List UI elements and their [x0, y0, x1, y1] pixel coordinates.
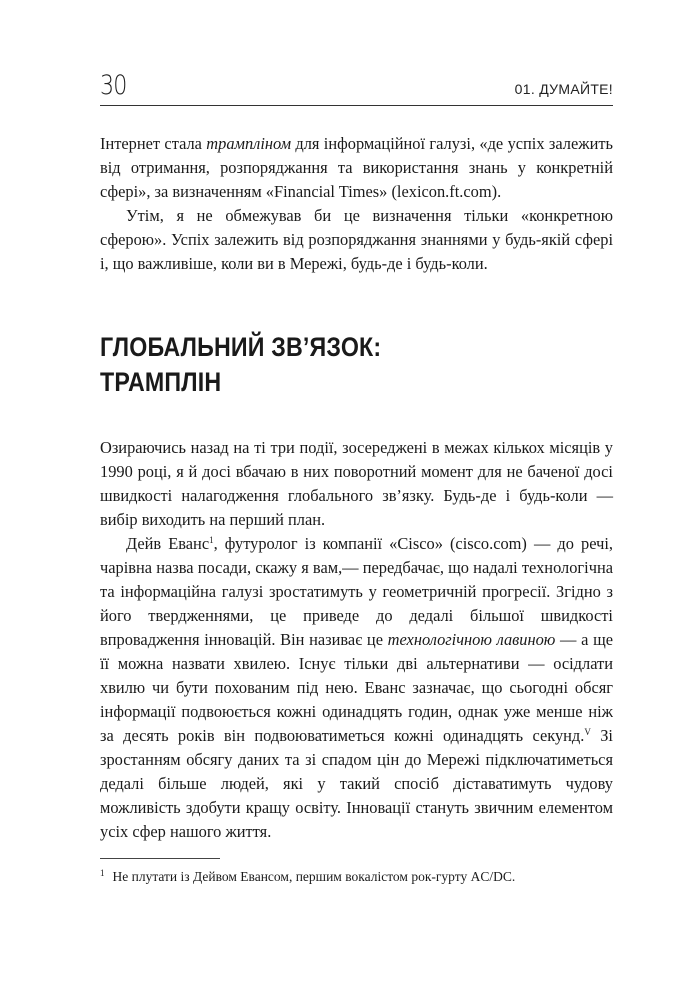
intro-p1-text-b: для інформаційної галузі, «де успіх залежить від отримання, розпоряджання та використання знань у конкретній сфері», за визначенням «Financial Times» (lexicon.ft.com). — [100, 134, 613, 201]
footnote-reference[interactable]: 1 — [209, 535, 214, 545]
intro-p1-emphasis: трампліном — [206, 134, 292, 153]
running-head: 01. ДУМАЙТЕ! — [514, 81, 613, 97]
page-header — [100, 70, 613, 106]
body-p2-emphasis: технологічною лавиною — [387, 630, 556, 649]
intro-paragraph-2: Утім, я не обмежував би це визначення тільки «конкретною сферою». Успіх залежить від розпоряджання знаннями у будь-якій сфері і, що важливіше, коли ви в Мережі, будь-де і будь-коли. — [100, 206, 613, 273]
intro-p1-text-a: Інтернет стала — [100, 134, 207, 153]
body-p2-text-d: Зі зростанням обсягу даних та зі спадом цін до Мережі підключатиметься дедалі більше людей, які у такий спосіб діставатимуть чудову можливість здобути кращу освіту. Інновації стануть звичним елементом усіх сфер нашого життя. — [100, 726, 613, 841]
body-p2-text-c: — а ще її можна назвати хвилею. Існує тільки дві альтернативи — осідлати хвилю чи бути похованим під нею. Еванс зазначає, що сьогодні обсяг інформації подвоюється кожні одинадцять годин, однак уже менше ніж за десять років він подвоюватиметься кожні одинадцять секунд. — [100, 630, 613, 745]
footnote-rule — [100, 858, 220, 859]
body-text — [100, 436, 613, 844]
page-number: 30 — [100, 70, 127, 101]
section-heading-line-2: ТРАМПЛІН — [100, 367, 222, 397]
body-p2-text-b: , футуролог із компанії «Cisco» (cisco.com) — до речі, чарівна назва посади, скажу я вам,— передбачає, що надалі технологічна та інформаційна галузі зростатимуть у геометричній прогресії. Згідно з його твердженнями, це приведе до дедалі більшої швидкості впровадження інновацій. Він називає це — [100, 534, 614, 649]
footnote-marker: 1 — [100, 868, 105, 878]
body-paragraph-1: Озираючись назад на ті три події, зосереджені в межах кількох місяців у 1990 році, я й досі вбачаю в них поворотний момент для не баченої досі швидкості налагодження глобального зв’язку. Будь-де і будь-коли — вибір виходить на перший план. — [100, 438, 613, 529]
footnote — [100, 863, 613, 887]
endnote-reference[interactable]: V — [584, 727, 591, 737]
body-p2-text-a: Дейв Еванс — [126, 534, 210, 553]
section-heading — [100, 330, 541, 400]
intro-text — [100, 132, 613, 276]
header-rule — [100, 105, 613, 106]
intro-paragraph-1 — [100, 132, 613, 204]
body-paragraph-2 — [100, 532, 613, 844]
section-heading-line-1: ГЛОБАЛЬНИЙ ЗВ’ЯЗОК: — [100, 332, 382, 362]
footnote-text: Не плутати із Дейвом Евансом, першим вокалістом рок-гурту AC/DC. — [112, 869, 516, 884]
